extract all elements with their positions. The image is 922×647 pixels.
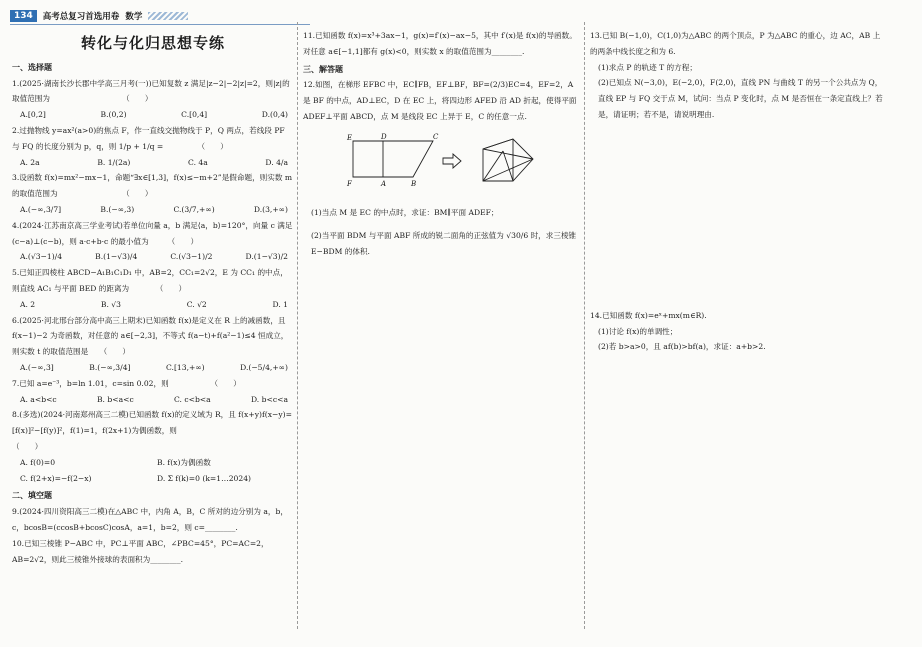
label-a: A bbox=[381, 179, 387, 188]
option-d: D. b<c<a bbox=[250, 394, 288, 404]
label-f: F bbox=[347, 179, 352, 188]
question-9: 9.(2024·四川资阳高三二模)在△ABC 中，内角 A，B，C 所对的边分别为 a，b，c，bcosB=(ccosB+bcosC)cosA，a=1，b=2，则 c=________. bbox=[12, 507, 288, 532]
option-b: B.(−∞,3/4] bbox=[89, 362, 131, 372]
page-header bbox=[10, 8, 188, 24]
header-stripes bbox=[148, 12, 188, 20]
option-d: D.(1−√3)/2 bbox=[245, 252, 288, 262]
question-4: 4.(2024·江苏南京高三学业考试)若单位向量 a，b 满足⟨a，b⟩=120°，向量 c 满足(c−a)⊥(c−b)，则 a·c+b·c 的最小值为 （ ） bbox=[12, 220, 293, 246]
section-heading: 三、解答题 bbox=[303, 64, 343, 74]
option-c: C. c<b<a bbox=[173, 394, 211, 404]
option-b: B.(0,2) bbox=[100, 110, 127, 120]
question-12: 12.如图，在梯形 EFBC 中，EC∥FB，EF⊥BF，BF=(2/3)EC=4，EF=2，A 是 BF 的中点，AD⊥EC，D 在 EC 上，将四边形 AFED 沿 AD 折起，使得平面 ADEF⊥平面 ABCD，点 M 是线段 EC 上异于 E，C 的任意一点. bbox=[303, 80, 577, 121]
label-c: C bbox=[433, 132, 439, 141]
page-number: 134 bbox=[10, 10, 37, 22]
trapezoid-outline bbox=[353, 141, 433, 177]
option-c: C. f(2+x)=−f(2−x) bbox=[20, 473, 92, 483]
question-14-part-1: (1)讨论 f(x)的单调性； bbox=[598, 326, 678, 336]
column-divider bbox=[297, 22, 298, 629]
options bbox=[12, 249, 294, 265]
option-c: C.[0,4] bbox=[181, 110, 208, 120]
options bbox=[12, 297, 294, 313]
column-divider bbox=[584, 22, 585, 629]
option-d: D.(0,4) bbox=[261, 110, 288, 120]
section-heading: 二、填空题 bbox=[12, 491, 52, 501]
option-b: B. f(x)为偶函数 bbox=[157, 457, 211, 467]
option-d: D. 1 bbox=[272, 299, 288, 309]
question-13: 13.已知 B(−1,0)，C(1,0)为△ABC 的两个顶点，P 为△ABC 的重心，边 AC，AB 上的两条中线长度之和为 6. bbox=[590, 31, 881, 56]
question-14: 14.已知函数 f(x)=eˣ+mx(m∈R). bbox=[590, 310, 707, 320]
question-13-part-2: (2)已知点 N(−3,0)，E(−2,0)，F(2,0)，直线 PN 与曲线 T 的另一个公共点为 Q，直线 EP 与 FQ 交于点 M，试问：当点 P 变化时，点 M 是否恒在一条定直线上？若是，请证明；若不是，请说明理由. bbox=[598, 78, 883, 119]
option-a: A. a<b<c bbox=[20, 394, 57, 404]
question-12-part-2: (2)当平面 BDM 与平面 ABF 所成的锐二面角的正弦值为 √30/6 时，求三棱锥 E−BDM 的体积. bbox=[311, 231, 577, 257]
question-8: 8.(多选)(2024·河南郑州高三二模)已知函数 f(x)的定义域为 R，且 f(x+y)f(x−y)=[f(x)]²−[f(y)]²，f(1)=1，f(2x+1)为偶函数，则 （ ） bbox=[12, 410, 322, 451]
question-11: 11.已知函数 f(x)=x³+3ax−1，g(x)=f′(x)−ax−5，其中 f′(x)是 f(x)的导函数。对任意 a∈[−1,1]都有 g(x)<0，则实数 x 的取值范围为________. bbox=[303, 31, 577, 56]
option-c: C.(√3−1)/2 bbox=[170, 252, 213, 262]
option-b: B.(−∞,3) bbox=[100, 204, 135, 214]
label-b: B bbox=[411, 179, 417, 188]
option-c: C. 4a bbox=[188, 157, 208, 167]
question-3: 3.设函数 f(x)=mx²−mx−1，命题“∃x∈[1,3]，f(x)≤−m+2”是假命题，则实数 m 的取值范围为 （ ） bbox=[12, 173, 293, 199]
option-a: A.(√3−1)/4 bbox=[20, 252, 63, 262]
options bbox=[12, 360, 294, 376]
option-d: D.(−5/4,+∞) bbox=[240, 362, 288, 372]
column-2 bbox=[303, 28, 580, 260]
option-a: A.(−∞,3/7] bbox=[20, 204, 62, 214]
edge bbox=[483, 139, 513, 149]
option-c: C. √2 bbox=[186, 299, 207, 309]
options bbox=[12, 392, 294, 408]
page-title: 转化与化归思想专练 bbox=[80, 34, 225, 52]
options bbox=[12, 455, 294, 487]
option-c: C.(3/7,+∞) bbox=[173, 204, 215, 214]
option-b: B. √3 bbox=[100, 299, 121, 309]
option-c: C.[13,+∞) bbox=[165, 362, 205, 372]
answer-space bbox=[590, 123, 885, 308]
section-heading: 一、选择题 bbox=[12, 62, 52, 72]
option-d: D. Σ f(k)=0 (k=1…2024) bbox=[157, 473, 252, 483]
fold-arrow-icon bbox=[443, 154, 461, 168]
question-5: 5.已知正四棱柱 ABCD−A₁B₁C₁D₁ 中，AB=2，CC₁=2√2，E 为 CC₁ 的中点，则直线 AC₁ 与平面 BED 的距离为 （ ） bbox=[12, 268, 288, 293]
edge bbox=[483, 149, 533, 159]
option-a: A.(−∞,3] bbox=[20, 362, 54, 372]
subject-label: 数学 bbox=[125, 12, 143, 22]
option-a: A. 2a bbox=[20, 157, 40, 167]
edge bbox=[503, 151, 513, 181]
geometry-figure bbox=[343, 131, 543, 193]
question-10: 10.已知三棱锥 P−ABC 中，PC⊥平面 ABC，∠PBC=45°，PC=AC=2，AB=2√2，则此三棱锥外接球的表面积为________. bbox=[12, 538, 269, 564]
option-b: B. 1/(2a) bbox=[97, 157, 131, 167]
options bbox=[12, 155, 294, 171]
question-14-part-2: (2)若 b>a>0，且 af(b)>bf(a)，求证：a+b>2. bbox=[598, 342, 766, 352]
label-d: D bbox=[381, 132, 387, 141]
option-a: A.[0,2] bbox=[20, 110, 46, 120]
question-12-part-1: (1)当点 M 是 EC 的中点时，求证：BM∥平面 ADEF； bbox=[311, 207, 499, 217]
options bbox=[12, 202, 294, 218]
option-a: A. f(0)=0 bbox=[20, 457, 56, 467]
figure-trapezoid-fold bbox=[343, 131, 580, 199]
option-b: B.(1−√3)/4 bbox=[95, 252, 138, 262]
options bbox=[12, 107, 294, 123]
question-6: 6.(2025·河北邢台部分高中高三上期末)已知函数 f(x)是定义在 R 上的减函数，且 f(x−1)−2 为奇函数，对任意的 a∈[−2,3]，不等式 f(a−t)+f(a²−1)≤4 恒成立，则实数 t 的取值范围是 （ ） bbox=[12, 315, 289, 357]
question-7: 7.已知 a=e⁻³，b=ln 1.01，c=sin 0.02，则 （ ） bbox=[12, 378, 241, 388]
column-3 bbox=[590, 28, 885, 355]
option-a: A. 2 bbox=[20, 299, 36, 309]
label-e: E bbox=[347, 133, 353, 142]
header-rule bbox=[10, 24, 310, 25]
question-2: 2.过抛物线 y=ax²(a>0)的焦点 F，作一直线交抛物线于 P，Q 两点，若线段 PF 与 FQ 的长度分别为 p，q，则 1/p + 1/q = （ ） bbox=[12, 125, 285, 151]
book-title: 高考总复习首选用卷 bbox=[42, 12, 120, 22]
question-1: 1.(2025·湖南长沙长郡中学高三月考(一))已知复数 z 满足|z−2|−2|z|=2，则|z|的取值范围为 （ ） bbox=[12, 78, 290, 104]
question-13-part-1: (1)求点 P 的轨迹 T 的方程； bbox=[598, 62, 697, 72]
folded-solid-outline bbox=[483, 139, 533, 181]
column-1 bbox=[12, 28, 322, 567]
option-b: B. b<a<c bbox=[96, 394, 134, 404]
option-d: D. 4/a bbox=[265, 157, 288, 167]
option-d: D.(3,+∞) bbox=[253, 204, 288, 214]
